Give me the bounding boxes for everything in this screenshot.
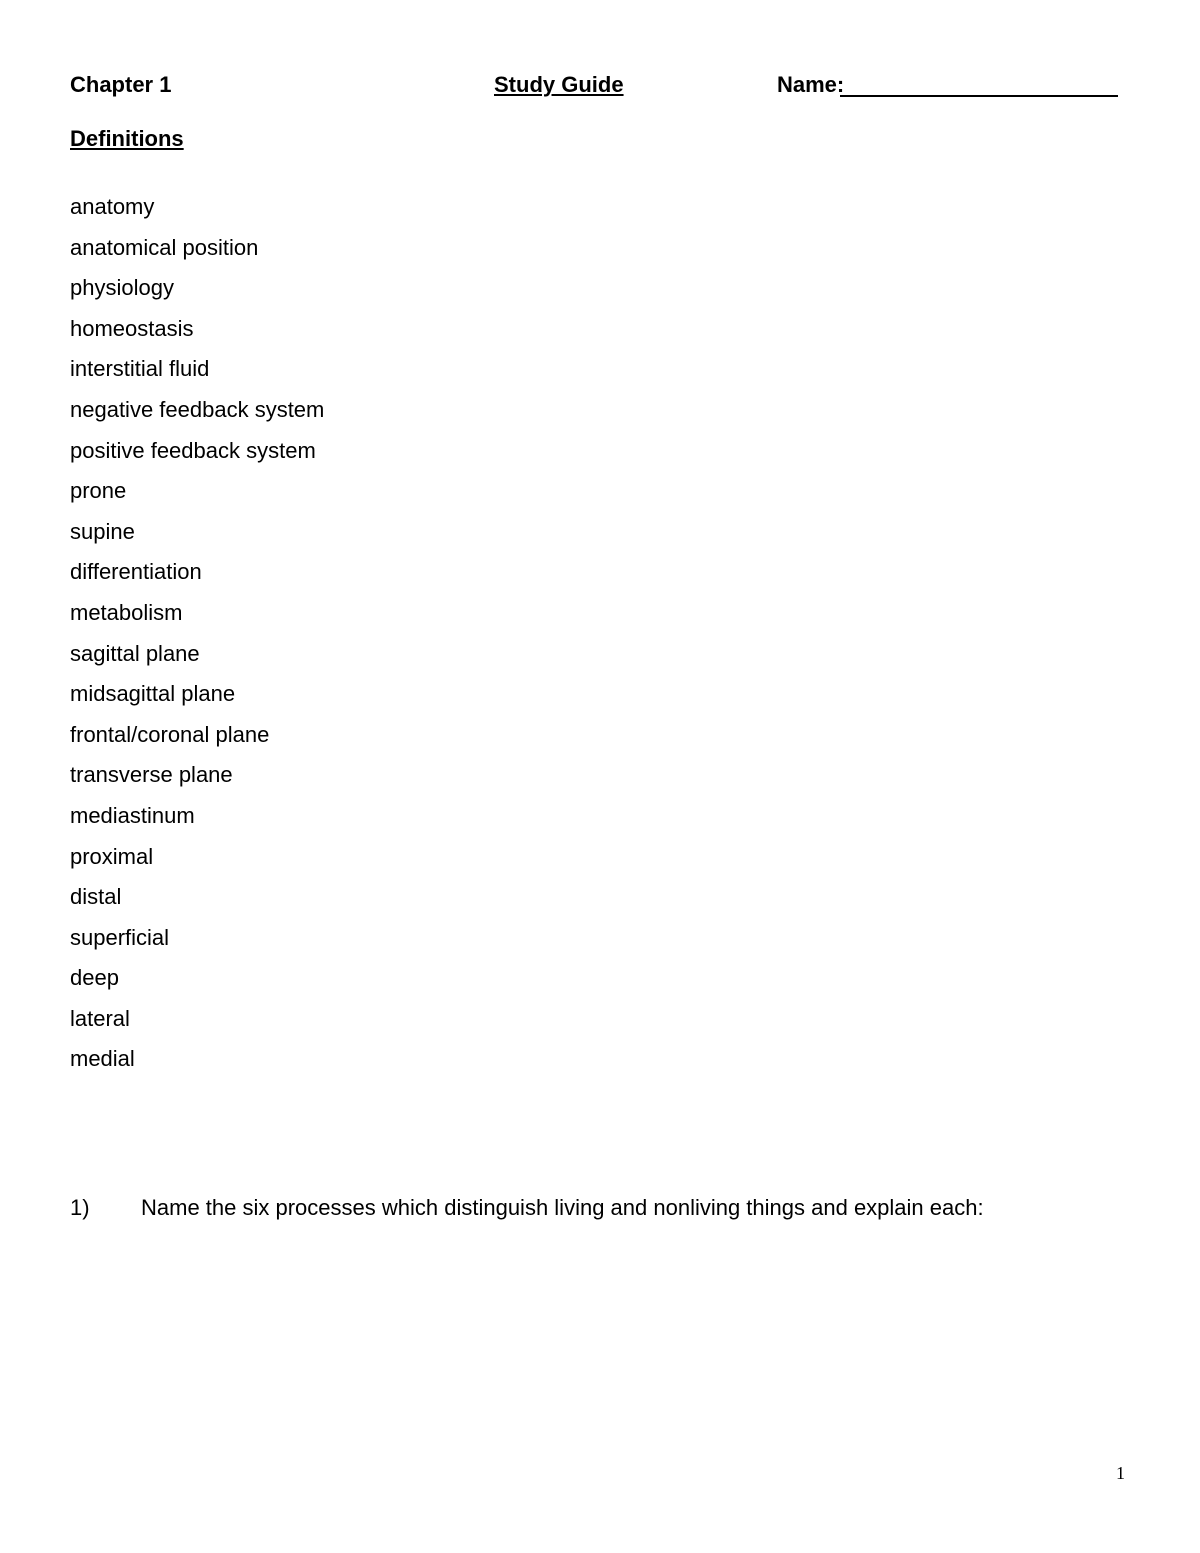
definition-term: midsagittal plane [70,681,236,707]
chapter-label: Chapter 1 [70,72,172,97]
page-number: 1 [1116,1463,1125,1483]
definition-term: distal [70,884,122,910]
definition-term: medial [70,1046,135,1072]
definition-term: differentiation [70,559,202,585]
definition-term: negative feedback system [70,396,325,422]
definition-term: anatomy [70,194,155,219]
definition-term: positive feedback system [70,437,316,463]
definition-term: superficial [70,924,170,950]
definition-term: physiology [70,275,174,301]
question-number: 1) [70,1195,90,1220]
definition-term: interstitial fluid [70,356,210,382]
question-text: Name the six processes which distinguish living and nonliving things and explain each: [141,1195,984,1220]
definition-term: supine [70,518,135,544]
definition-term: frontal/coronal plane [70,721,270,747]
definition-term: lateral [70,1005,130,1031]
definitions-heading: Definitions [70,126,184,151]
document-title: Study Guide [494,72,624,97]
definition-term: homeostasis [70,315,194,341]
definitions-list [70,192,324,1085]
definition-term: metabolism [70,599,183,625]
definition-term: prone [70,478,127,504]
definition-term: transverse plane [70,762,233,788]
definition-term: mediastinum [70,802,195,828]
name-blank-line [840,95,1118,97]
question-1 [70,1193,984,1223]
name-label: Name: [777,72,845,97]
definition-term: deep [70,965,119,991]
definition-term: sagittal plane [70,640,200,666]
definition-term: proximal [70,843,154,869]
definition-term: anatomical position [70,234,259,260]
